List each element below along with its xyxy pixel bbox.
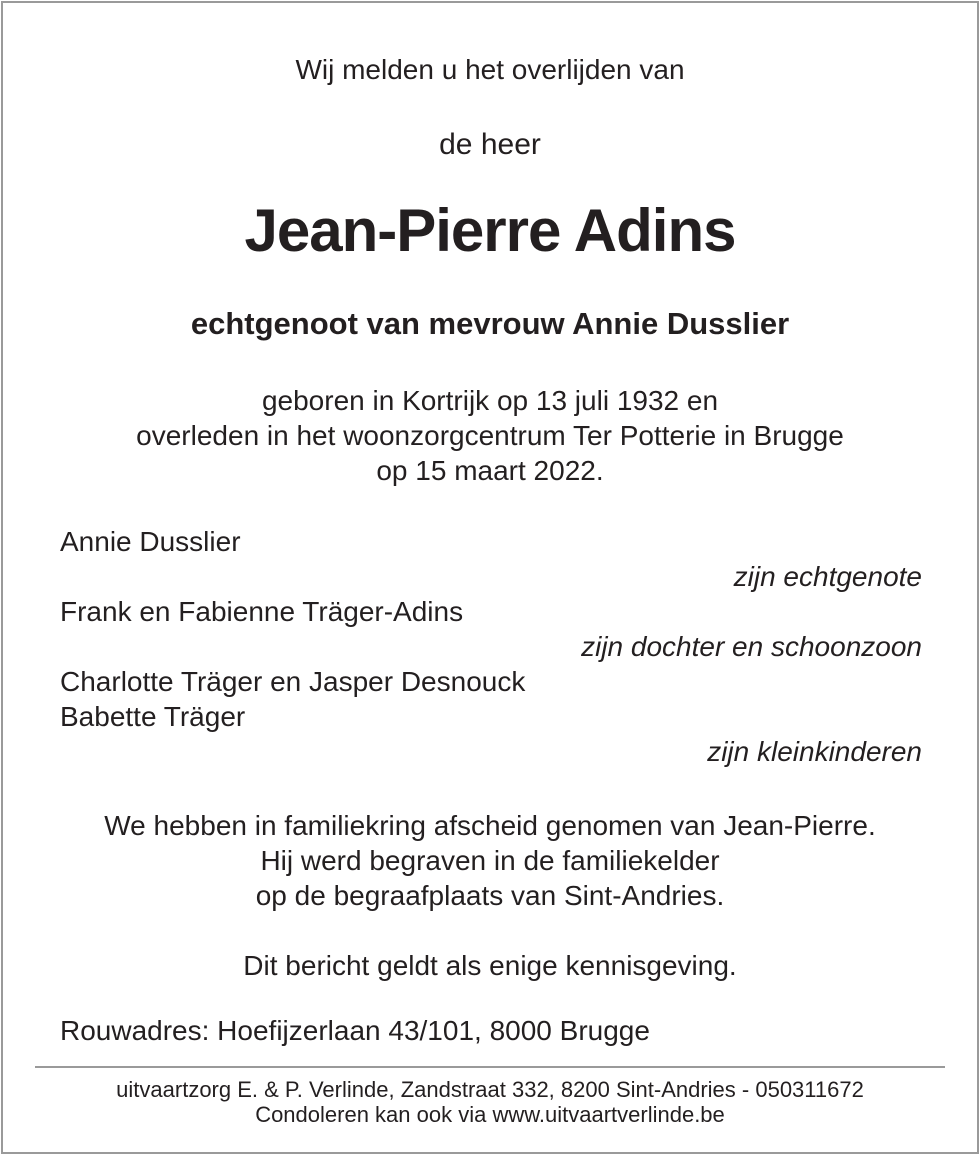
notice-only-line: Dit bericht geldt als enige kennisgeving. [243, 950, 737, 981]
deceased-name: Jean-Pierre Adins [244, 197, 736, 264]
undertaker-info: uitvaartzorg E. & P. Verlinde, Zandstraat 332, 8200 Sint-Andries - 050311672 [116, 1077, 864, 1102]
family-name: Frank en Fabienne Träger-Adins [60, 596, 464, 627]
spouse-line: echtgenoot van mevrouw Annie Dusslier [190, 306, 790, 341]
family-name: Charlotte Träger en Jasper Desnouck [60, 666, 526, 697]
family-relation: zijn dochter en schoonzoon [581, 631, 922, 662]
bio-line-death-date: op 15 maart 2022. [376, 455, 604, 486]
family-name: Annie Dusslier [60, 526, 241, 557]
intro-text: Wij melden u het overlijden van [295, 54, 685, 85]
footer-divider [35, 1066, 945, 1068]
family-relation: zijn echtgenote [733, 561, 922, 592]
bio-line-death-place: overleden in het woonzorgcentrum Ter Potterie in Brugge [136, 420, 844, 451]
bio-line-birth: geboren in Kortrijk op 13 juli 1932 en [261, 385, 719, 416]
mourning-address: Rouwadres: Hoefijzerlaan 43/101, 8000 Brugge [60, 1015, 650, 1046]
family-name: Babette Träger [60, 701, 246, 732]
closing-line: We hebben in familiekring afscheid genomen van Jean-Pierre. [104, 810, 876, 841]
family-relation: zijn kleinkinderen [707, 736, 922, 767]
condolence-link: Condoleren kan ook via www.uitvaartverlinde.be [255, 1102, 725, 1127]
closing-line: Hij werd begraven in de familiekelder [260, 845, 720, 876]
honorific: de heer [439, 128, 541, 161]
closing-line: op de begraafplaats van Sint-Andries. [255, 880, 725, 911]
